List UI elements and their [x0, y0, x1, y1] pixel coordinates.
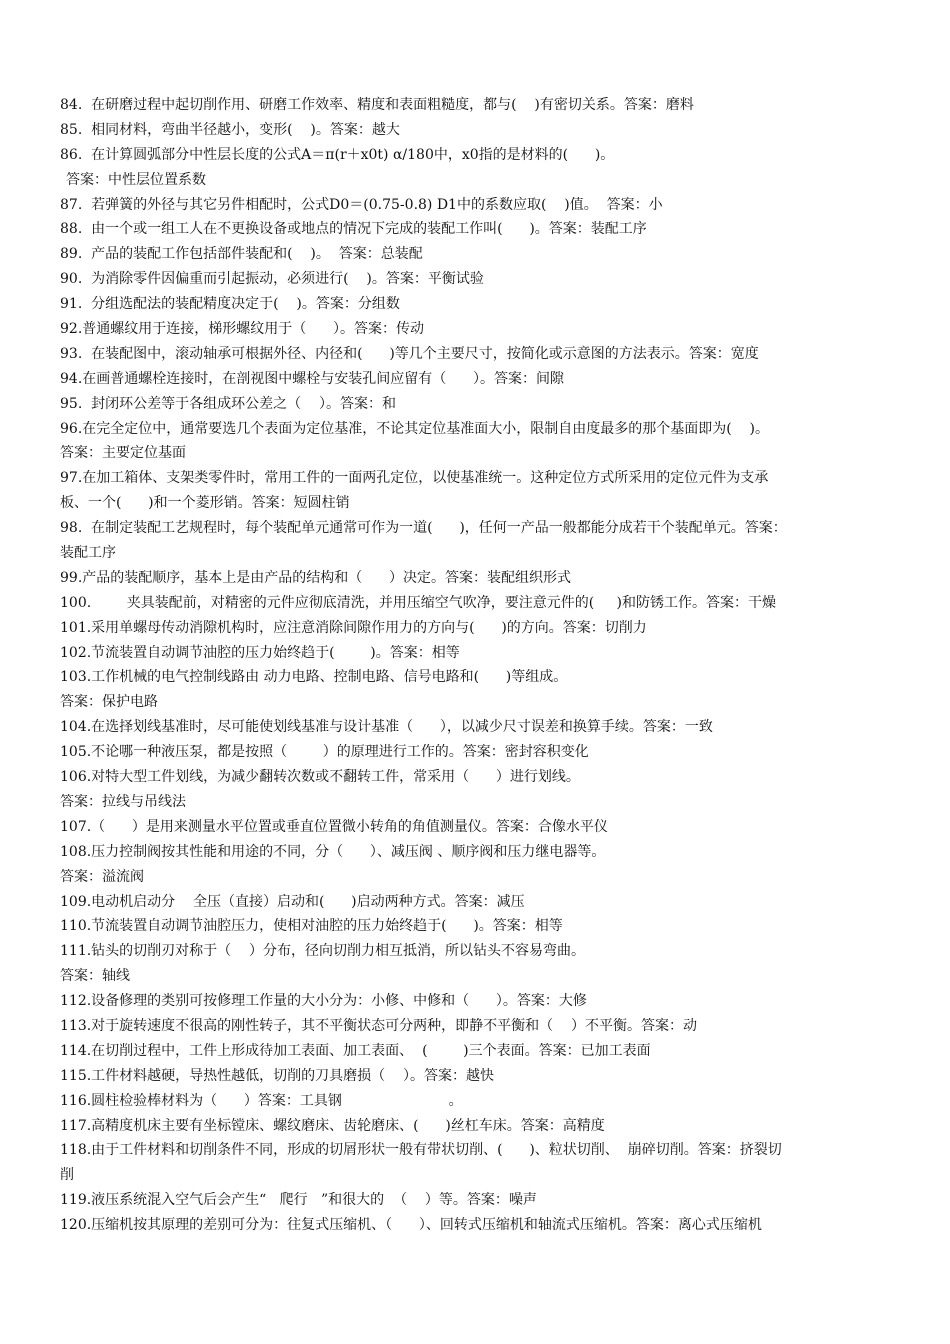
question-line: 106.对特大型工件划线，为减少翻转次数或不翻转工件，常采用（ ）进行划线。	[60, 769, 580, 786]
document-page	[60, 93, 898, 1238]
question-line: 88. 由一个或一组工人在不更换设备或地点的情况下完成的装配工作叫( )。答案：装配工序	[60, 221, 647, 238]
question-line: 101.采用单螺母传动消隙机构时，应注意消除间隙作用力的方向与( )的方向。答案：切削力	[60, 619, 647, 636]
question-line: 84. 在研磨过程中起切削作用、研磨工作效率、精度和表面粗糙度，都与( )有密切关系。答案：磨料	[60, 97, 694, 113]
question-line: 板、一个( )和一个菱形销。答案：短圆柱销	[60, 495, 350, 512]
question-line: 104.在选择划线基准时，尽可能使划线基准与设计基准（ ），以减少尺寸误差和换算手续。答案：一致	[60, 719, 713, 736]
question-line: 102.节流装置自动调节油腔的压力始终趋于( )。答案：相等	[60, 644, 460, 661]
question-line: 118.由于工件材料和切削条件不同，形成的切屑形状一般有带状切削、( )、粒状切削、 崩碎切削。答案：挤裂切	[60, 1142, 782, 1159]
answer-line: 装配工序	[60, 545, 116, 562]
question-line: 91. 分组选配法的装配精度决定于( )。答案：分组数	[60, 296, 400, 313]
answer-line: 答案：中性层位置系数	[66, 171, 206, 188]
question-line: 113.对于旋转速度不很高的刚性转子，其不平衡状态可分两种，即静不平衡和（ ）不平衡。答案：动	[60, 1017, 697, 1034]
question-line: 114.在切削过程中，工件上形成待加工表面、加工表面、 ( )三个表面。答案：已加工表面	[60, 1042, 651, 1059]
question-line: 93. 在装配图中，滚动轴承可根据外径、内径和( )等几个主要尺寸，按简化或示意图的方法表示。答案：宽度	[60, 345, 759, 362]
question-line: 112.设备修理的类别可按修理工作量的大小分为：小修、中修和（ ）。答案：大修	[60, 993, 587, 1010]
question-line: 97.在加工箱体、支架类零件时，常用工件的一面两孔定位，以使基准统一。这种定位方式所采用的定位元件为支承	[60, 470, 769, 487]
question-line: 92.普通螺纹用于连接，梯形螺纹用于（ ）。答案：传动	[60, 321, 424, 338]
question-line: 109.电动机启动分 全压（直接）启动和( )启动两种方式。答案：减压	[60, 893, 525, 910]
question-line: 108.压力控制阀按其性能和用途的不同，分（ ）、减压阀 、顺序阀和压力继电器等。	[60, 843, 606, 860]
answer-line: 答案：轴线	[60, 968, 130, 985]
question-line: 86. 在计算圆弧部分中性层长度的公式A＝π(r＋x0t) α/180中，x0指的是材料的( )。	[60, 146, 615, 163]
question-line: 107.（ ）是用来测量水平位置或垂直位置微小转角的角值测量仪。答案：合像水平仪	[60, 818, 608, 835]
question-line: 110.节流装置自动调节油腔压力，使相对油腔的压力始终趋于( )。答案：相等	[60, 918, 563, 935]
question-line: 90. 为消除零件因偏重而引起振动，必须进行( )。答案：平衡试验	[60, 271, 484, 288]
answer-line: 答案：溢流阀	[60, 868, 144, 885]
answer-line: 答案：拉线与吊线法	[60, 793, 186, 810]
question-line: 100. 夹具装配前，对精密的元件应彻底清洗，并用压缩空气吹净，要注意元件的( )和防锈工作。答案：干燥	[60, 594, 776, 611]
question-line: 105.不论哪一种液压泵，都是按照（ ）的原理进行工作的。答案：密封容积变化	[60, 744, 589, 761]
answer-line: 削	[60, 1167, 74, 1184]
answer-line: 答案：主要定位基面	[60, 445, 186, 462]
question-line: 99.产品的装配顺序，基本上是由产品的结构和（ ）决定。答案：装配组织形式	[60, 569, 571, 586]
question-line: 94.在画普通螺栓连接时，在剖视图中螺栓与安装孔间应留有（ ）。答案：间隙	[60, 370, 564, 387]
question-line: 87. 若弹簧的外径与其它另件相配时，公式D0＝(0.75-0.8) D1中的系数应取( )值。 答案：小	[60, 196, 663, 213]
question-line: 96.在完全定位中，通常要选几个表面为定位基准，不论其定位基准面大小，限制自由度最多的那个基面即为( )。	[60, 420, 769, 437]
question-line: 115.工件材料越硬，导热性越低，切削的刀具磨损（ ）。答案：越快	[60, 1067, 494, 1084]
question-line: 85. 相同材料，弯曲半径越小，变形( )。答案：越大	[60, 121, 400, 138]
question-line: 95. 封闭环公差等于各组成环公差之（ ）。答案：和	[60, 395, 396, 412]
question-line: 98. 在制定装配工艺规程时，每个装配单元通常可作为一道( )，任何一产品一般都能分成若干个装配单元。答案：	[60, 520, 787, 537]
question-line: 117.高精度机床主要有坐标镗床、螺纹磨床、齿轮磨床、( )丝杠车床。答案：高精度	[60, 1117, 605, 1134]
question-line: 116.圆柱检验棒材料为（ ）答案：工具钢 。	[60, 1092, 463, 1109]
question-line: 119.液压系统混入空气后会产生“ 爬行 ”和很大的 （ ）等。答案：噪声	[60, 1192, 537, 1209]
answer-line: 答案：保护电路	[60, 694, 158, 711]
question-line: 103.工作机械的电气控制线路由 动力电路、控制电路、信号电路和( )等组成。	[60, 669, 568, 686]
question-line: 111.钻头的切削刃对称于（ ）分布，径向切削力相互抵消，所以钻头不容易弯曲。	[60, 943, 585, 960]
question-line: 89. 产品的装配工作包括部件装配和( )。 答案：总装配	[60, 246, 423, 263]
question-line: 120.压缩机按其原理的差别可分为：往复式压缩机、（ ）、回转式压缩机和轴流式压缩机。答案：离心式压缩机	[60, 1217, 762, 1234]
